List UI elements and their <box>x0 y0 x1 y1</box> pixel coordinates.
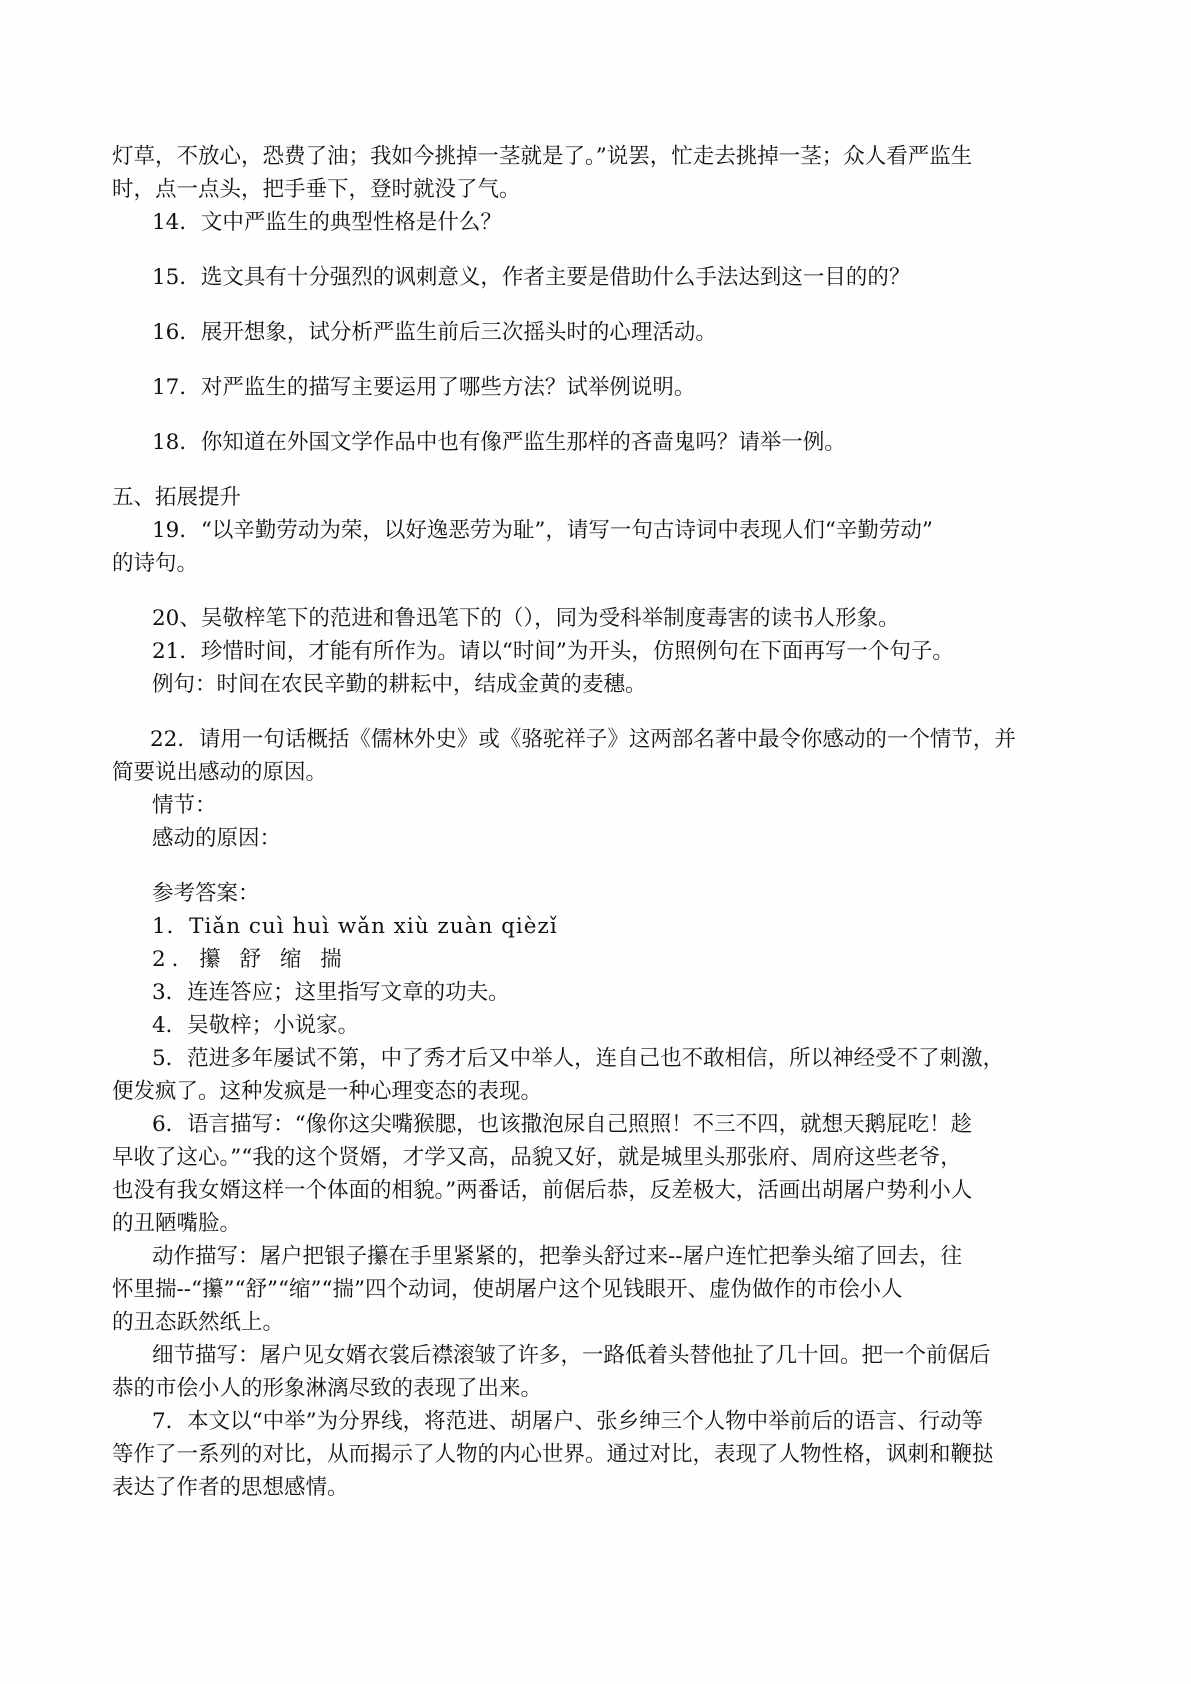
answer-7-line: 等作了一系列的对比，从而揭示了人物的内心世界。通过对比，表现了人物性格，讽刺和鞭挞 <box>112 1442 994 1467</box>
answer-6-line: 6．语言描写：“像你这尖嘴猴腮，也该撒泡尿自己照照！不三不四，就想天鹅屁吃！趁 <box>152 1112 973 1137</box>
question-19-line: 19．“以辛勤劳动为荣，以好逸恶劳为耻”，请写一句古诗词中表现人们“辛勤劳动” <box>152 518 933 543</box>
answer-6-line: 早收了这心。”“我的这个贤婿，才学又高，品貌又好，就是城里头那张府、周府这些老爷， <box>112 1145 962 1170</box>
answer-6-line: 的丑陋嘴脸。 <box>112 1211 242 1236</box>
question-18: 18．你知道在外国文学作品中也有像严监生那样的吝啬鬼吗？请举一例。 <box>152 430 846 455</box>
answer-6-line: 也没有我女婿这样一个体面的相貌。”两番话，前倨后恭，反差极大，活画出胡屠户势利小人 <box>112 1178 973 1203</box>
passage-line: 时，点一点头，把手垂下，登时就没了气。 <box>112 177 521 202</box>
question-16: 16．展开想象，试分析严监生前后三次摇头时的心理活动。 <box>152 320 717 345</box>
question-15: 15．选文具有十分强烈的讽刺意义，作者主要是借助什么手法达到这一目的的？ <box>152 265 911 290</box>
answer-7-line: 7．本文以“中举”为分界线，将范进、胡屠户、张乡绅三个人物中举前后的语言、行动等 <box>152 1409 984 1434</box>
answer-5-line: 5．范进多年屡试不第，中了秀才后又中举人，连自己也不敢相信，所以神经受不了刺激， <box>152 1046 1005 1071</box>
question-19-line: 的诗句。 <box>112 551 199 576</box>
answer-5-line: 便发疯了。这种发疯是一种心理变态的表现。 <box>112 1079 543 1104</box>
question-17: 17．对严监生的描写主要运用了哪些方法？试举例说明。 <box>152 375 696 400</box>
answer-6-detail-line: 恭的市侩小人的形象淋漓尽致的表现了出来。 <box>112 1376 543 1401</box>
passage-line: 灯草，不放心，恐费了油；我如今挑掉一茎就是了。”说罢，忙走去挑掉一茎；众人看严监生 <box>112 144 973 169</box>
question-22-reason-label: 感动的原因： <box>152 826 282 851</box>
answer-6-action-line: 的丑态跃然纸上。 <box>112 1310 285 1335</box>
answer-4: 4．吴敬梓；小说家。 <box>152 1013 360 1038</box>
question-22-line: 简要说出感动的原因。 <box>112 760 328 785</box>
question-22-plot-label: 情节： <box>152 793 217 818</box>
document-body <box>112 140 1082 1504</box>
answer-6-action-line: 怀里揣--“攥”“舒”“缩”“揣”四个动词，使胡屠户这个见钱眼开、虚伪做作的市侩小人 <box>112 1277 903 1302</box>
question-21-example: 例句：时间在农民辛勤的耕耘中，结成金黄的麦穗。 <box>152 672 647 697</box>
section-5-title: 五、拓展提升 <box>112 485 242 510</box>
answer-1: 1．Tiǎn cuì huì wǎn xiù zuàn qièzǐ <box>152 914 558 939</box>
answer-3: 3．连连答应；这里指写文章的功夫。 <box>152 980 510 1005</box>
question-22-line: 22．请用一句话概括《儒林外史》或《骆驼祥子》这两部名著中最令你感动的一个情节，并 <box>150 727 1016 752</box>
question-21: 21．珍惜时间，才能有所作为。请以“时间”为开头，仿照例句在下面再写一个句子。 <box>152 639 954 664</box>
answer-6-action-line: 动作描写：屠户把银子攥在手里紧紧的，把拳头舒过来--屠户连忙把拳头缩了回去，往 <box>152 1244 963 1269</box>
answer-2: 2．攥 舒 缩 揣 <box>152 947 348 972</box>
question-20: 20、吴敬梓笔下的范进和鲁迅笔下的（），同为受科举制度毒害的读书人形象。 <box>152 606 900 631</box>
answers-title: 参考答案： <box>152 881 260 906</box>
answer-6-detail-line: 细节描写：屠户见女婿衣裳后襟滚皱了许多，一路低着头替他扯了几十回。把一个前倨后 <box>152 1343 991 1368</box>
answer-7-line: 表达了作者的思想感情。 <box>112 1475 349 1500</box>
question-14: 14．文中严监生的典型性格是什么？ <box>152 210 502 235</box>
